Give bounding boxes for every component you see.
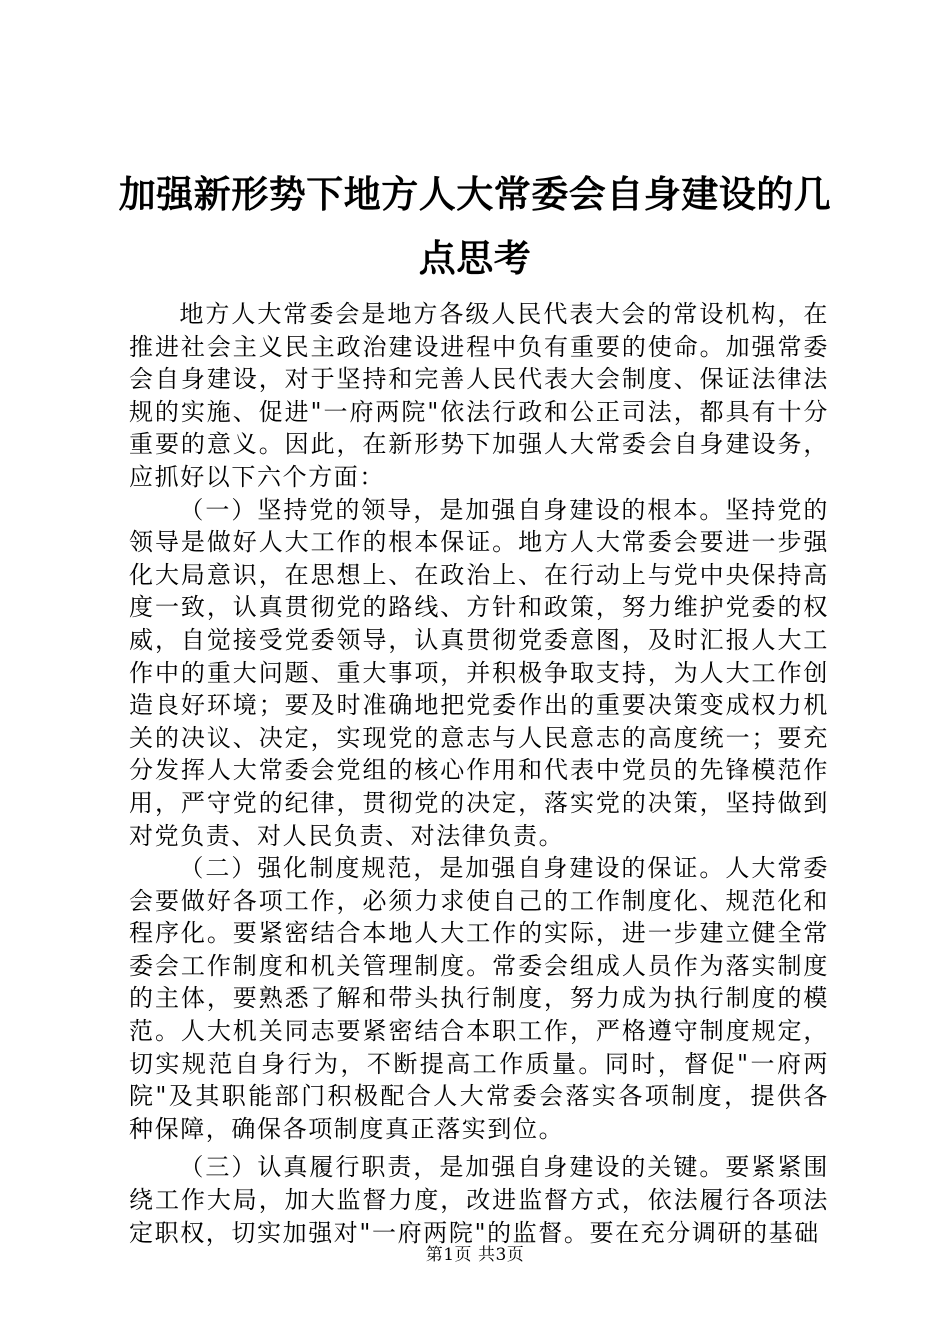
section-2-paragraph: （二）强化制度规范，是加强自身建设的保证。人大常委会要做好各项工作，必须力求使自己的工作制度化、规范化和程序化。要紧密结合本地人大工作的实际，进一步建立健全常委会工作制度和机关管理制度。常委会组成人员作为落实制度的主体，要熟悉了解和带头执行制度，努力成为执行制度的模范。人大机关同志要紧密结合本职工作，严格遵守制度规定，切实规范自身行为，不断提高工作质量。同时，督促"一府两院"及其职能部门积极配合人大常委会落实各项制度，提供各种保障，确保各项制度真正落实到位。 [129,854,829,1143]
document-title: 加强新形势下地方人大常委会自身建设的几点思考 [118,172,832,280]
page-number-footer: 第1页 共3页 [425,1245,525,1265]
section-3-paragraph: （三）认真履行职责，是加强自身建设的关键。要紧紧围绕工作大局，加大监督力度，改进监督方式，依法履行各项法定职权，切实加强对"一府两院"的监督。要在充分调研的基础 [129,1153,829,1247]
document-body [129,298,829,1249]
section-1-paragraph: （一）坚持党的领导，是加强自身建设的根本。坚持党的领导是做好人大工作的根本保证。地方人大常委会要进一步强化大局意识，在思想上、在政治上、在行动上与党中央保持高度一致，认真贯彻党的路线、方针和政策，努力维护党委的权威，自觉接受党委领导，认真贯彻党委意图，及时汇报人大工作中的重大问题、重大事项，并积极争取支持，为人大工作创造良好环境；要及时准确地把党委作出的重要决策变成权力机关的决议、决定，实现党的意志与人民意志的高度统一；要充分发挥人大常委会党组的核心作用和代表中党员的先锋模范作用，严守党的纪律，贯彻党的决定，落实党的决策，坚持做到对党负责、对人民负责、对法律负责。 [129,495,829,850]
intro-paragraph: 地方人大常委会是地方各级人民代表大会的常设机构，在推进社会主义民主政治建设进程中负有重要的使命。加强常委会自身建设，对于坚持和完善人民代表大会制度、保证法律法规的实施、促进"一府两院"依法行政和公正司法，都具有十分重要的意义。因此，在新形势下加强人大常委会自身建设务，应抓好以下六个方面： [129,300,829,491]
